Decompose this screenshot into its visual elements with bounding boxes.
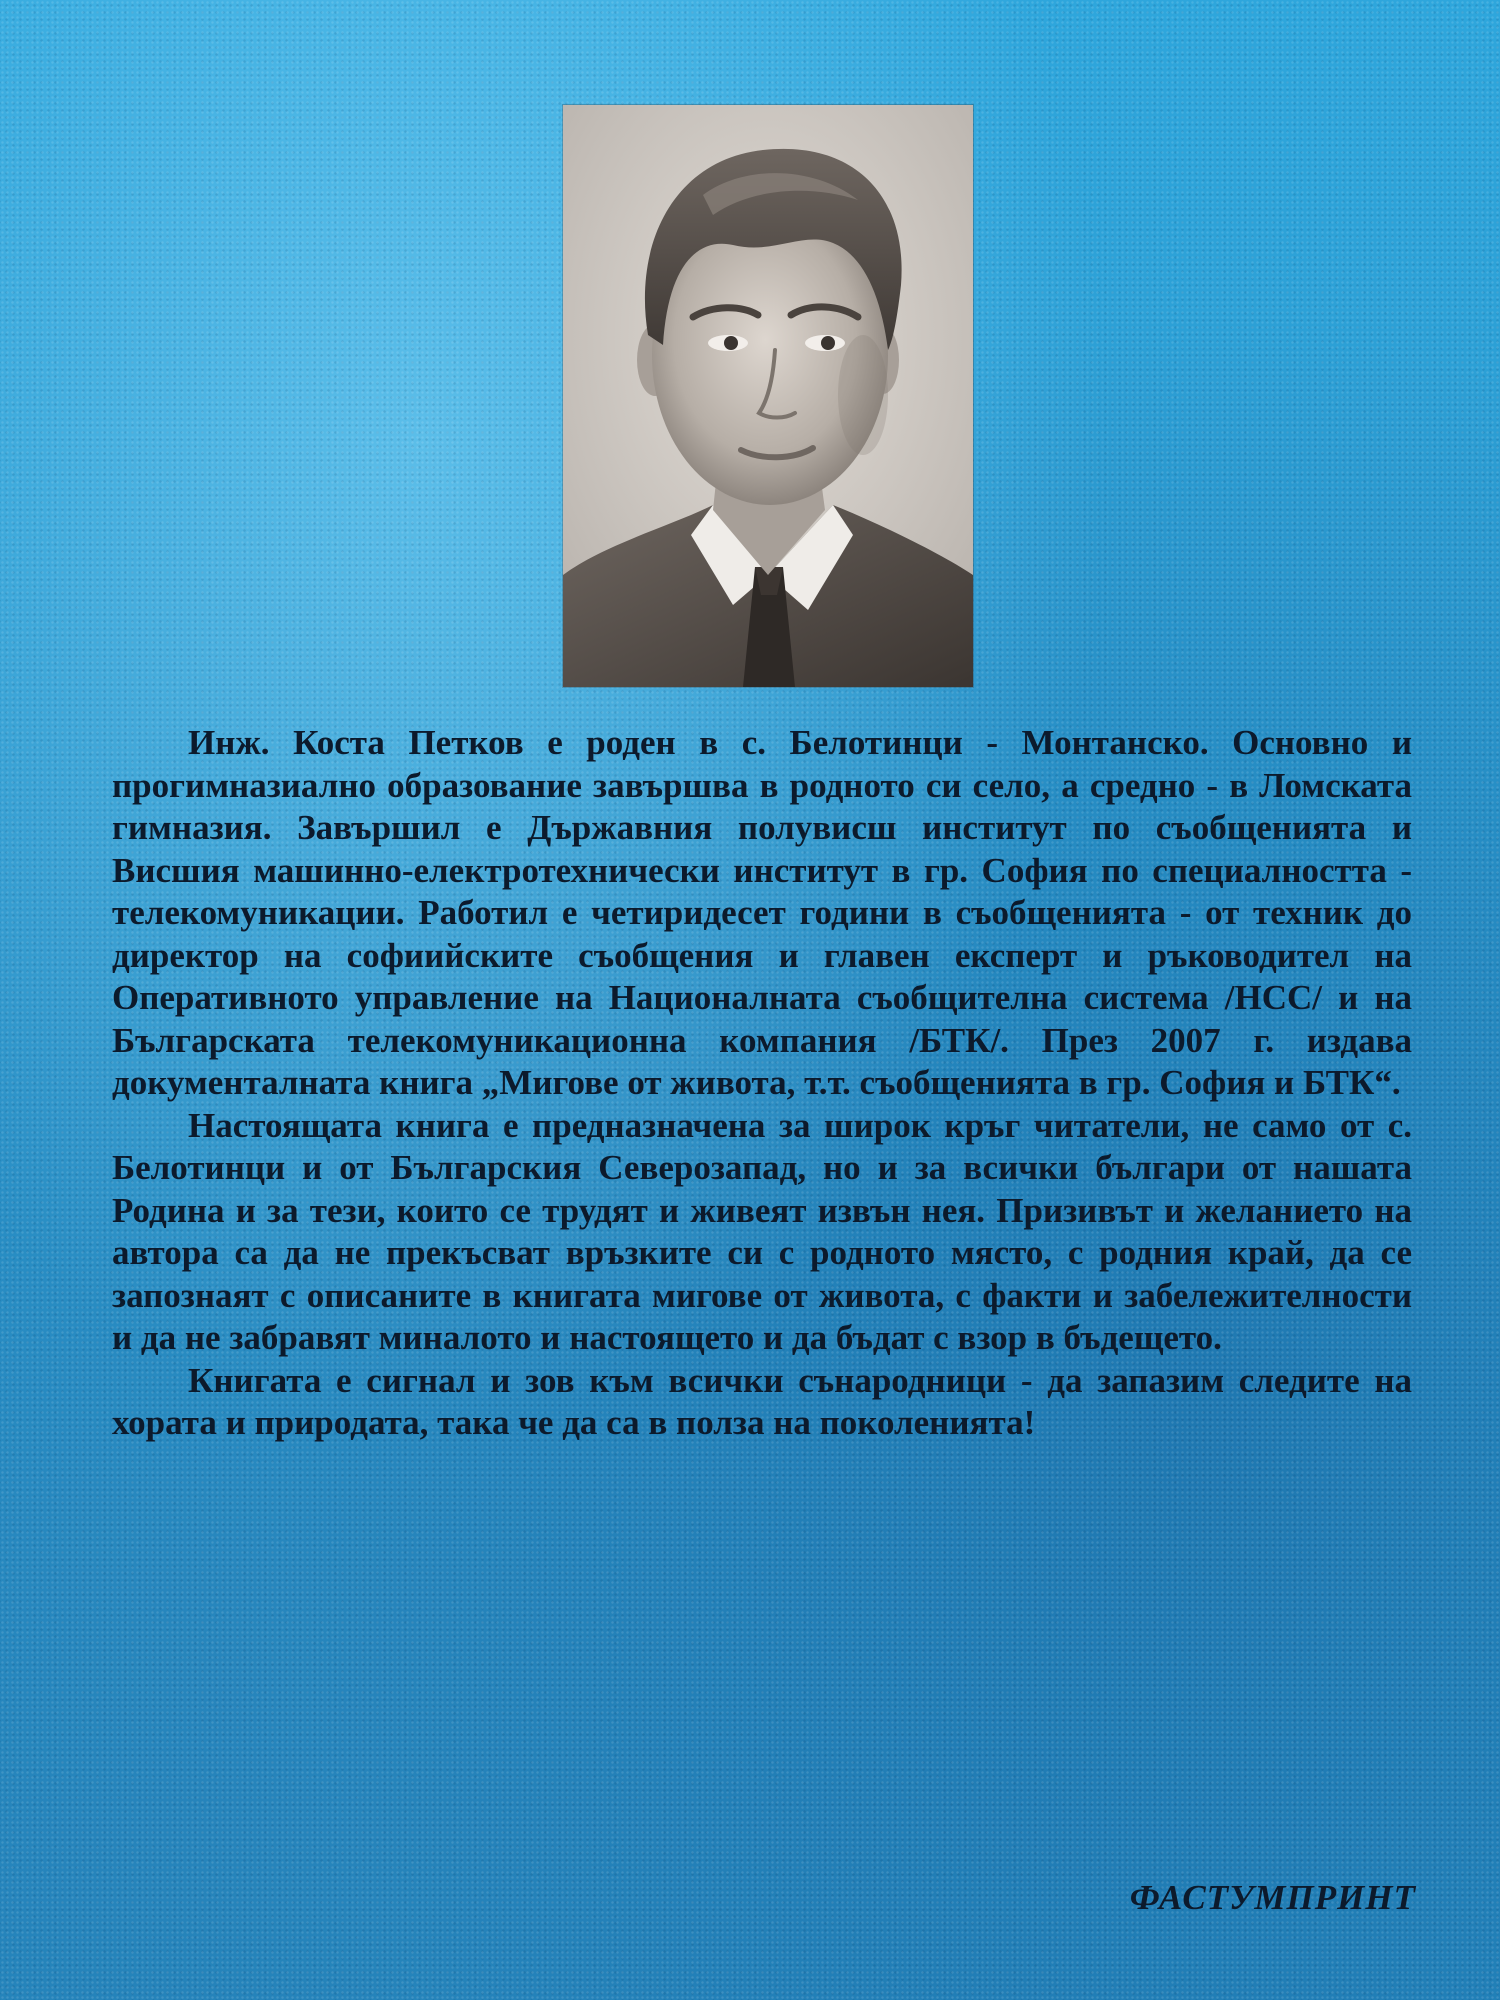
- author-biography-text: [112, 722, 1412, 1445]
- portrait-image: [563, 105, 973, 687]
- book-appeal-paragraph: Книгата е сигнал и зов към всички сънародници - да запазим следите на хората и природата, така че да са в полза на поколенията!: [112, 1360, 1412, 1442]
- author-portrait-photo: [563, 105, 973, 687]
- biography-paragraph: Инж. Коста Петков е роден в с. Белотинци - Монтанско. Основно и прогимназиално образование завършва в родното си село, а средно - в Ломската гимназия. Завършил е Държавния полувисш институт по съобщенията и Висшия машинно-електротехнически институт в гр. София по специалността - телекомуникации. Работил е четиридесет години в съобщенията - от техник до директор на софиийските съобщения и главен експерт и ръководител на Оперативното управление на Националната съобщителна система /НСС/ и на Българската телекомуникационна компания /БТК/. През 2007 г. издава документалната книга „Мигове от живота, т.т. съобщенията в гр. София и БТК“.: [112, 723, 1412, 1102]
- publisher-name: ФАСТУМПРИНТ: [1129, 1878, 1416, 1917]
- book-purpose-paragraph: Настоящата книга е предназначена за широк кръг читатели, не само от с. Белотинци и от Българския Северозапад, но и за всички българи от нашата Родина и за тези, които се трудят и живеят извън нея. Призивът и желанието на автора са да не прекъсват връзките си с родното място, с родния край, да се запознаят с описаните в книгата мигове от живота, с факти и забележителности и да не забравят миналото и настоящето и да бъдат с взор в бъдещето.: [112, 1105, 1412, 1357]
